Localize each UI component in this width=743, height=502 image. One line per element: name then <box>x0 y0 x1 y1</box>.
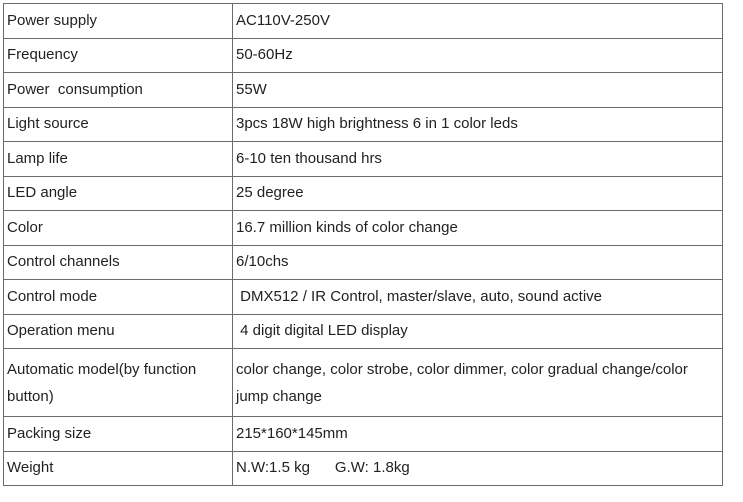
spec-value: 55W <box>233 73 723 108</box>
spec-label: Operation menu <box>4 314 233 349</box>
specification-table <box>3 3 723 486</box>
table-row <box>4 211 723 246</box>
spec-label: Light source <box>4 107 233 142</box>
table-row <box>4 142 723 177</box>
table-row <box>4 417 723 452</box>
table-row <box>4 38 723 73</box>
spec-label: Packing size <box>4 417 233 452</box>
table-row <box>4 73 723 108</box>
table-row <box>4 349 723 417</box>
spec-value: N.W:1.5 kg G.W: 1.8kg <box>233 451 723 486</box>
spec-label: Weight <box>4 451 233 486</box>
table-row <box>4 4 723 39</box>
spec-value: 3pcs 18W high brightness 6 in 1 color leds <box>233 107 723 142</box>
spec-value: 6/10chs <box>233 245 723 280</box>
spec-label: Control mode <box>4 280 233 315</box>
spec-label: Lamp life <box>4 142 233 177</box>
table-row <box>4 280 723 315</box>
table-row <box>4 314 723 349</box>
spec-value: 16.7 million kinds of color change <box>233 211 723 246</box>
spec-label: Power supply <box>4 4 233 39</box>
spec-value: 50-60Hz <box>233 38 723 73</box>
table-row <box>4 245 723 280</box>
table-row <box>4 107 723 142</box>
spec-label: Control channels <box>4 245 233 280</box>
table-row <box>4 176 723 211</box>
spec-value: 215*160*145mm <box>233 417 723 452</box>
spec-value: 4 digit digital LED display <box>233 314 723 349</box>
spec-label: Automatic model(by function button) <box>4 349 233 417</box>
table-row <box>4 451 723 486</box>
spec-value: DMX512 / IR Control, master/slave, auto, sound active <box>233 280 723 315</box>
spec-label: Power consumption <box>4 73 233 108</box>
spec-value: 6-10 ten thousand hrs <box>233 142 723 177</box>
spec-value: AC110V-250V <box>233 4 723 39</box>
spec-value: color change, color strobe, color dimmer, color gradual change/color jump change <box>233 349 723 417</box>
spec-value: 25 degree <box>233 176 723 211</box>
spec-label: Frequency <box>4 38 233 73</box>
spec-label: Color <box>4 211 233 246</box>
spec-label: LED angle <box>4 176 233 211</box>
